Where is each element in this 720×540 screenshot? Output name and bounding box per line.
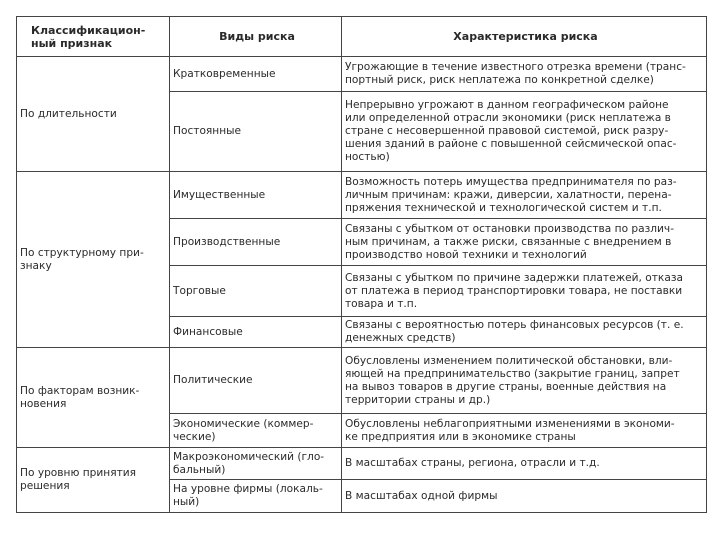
risk-description: В масштабах одной фирмы xyxy=(342,480,707,513)
risk-description: Непрерывно угрожают в данном географическом районе или определенной отрасли экономики (риск неплатежа в стране с несовершенной правовой системой, риск разру- шения зданий в районе с повышенной сейсмической опас- ностью) xyxy=(342,92,707,172)
risk-description: Угрожающие в течение известного отрезка времени (транс- портный риск, риск неплатежа по конкретной сделке) xyxy=(342,57,707,92)
risk-type: Торговые xyxy=(170,266,342,317)
risk-type: На уровне фирмы (локаль- ный) xyxy=(170,480,342,513)
header-feature: Классификацион- ный признак xyxy=(17,17,170,57)
table-row xyxy=(17,57,707,92)
header-characteristic: Характеристика риска xyxy=(342,17,707,57)
table-row xyxy=(17,348,707,414)
table-row xyxy=(17,448,707,480)
risk-description: В масштабах страны, региона, отрасли и т.д. xyxy=(342,448,707,480)
risk-classification-table xyxy=(16,16,707,513)
risk-type: Кратковременные xyxy=(170,57,342,92)
category-decision-level: По уровню принятия решения xyxy=(17,448,170,513)
risk-description: Связаны с убытком по причине задержки платежей, отказа от платежа в период транспортировки товара, не поставки товара и т.п. xyxy=(342,266,707,317)
risk-type: Финансовые xyxy=(170,317,342,348)
risk-type: Политические xyxy=(170,348,342,414)
risk-description: Обусловлены изменением политической обстановки, вли- яющей на предпринимательство (закрытие границ, запрет на вывоз товаров в другие страны, военные действия на территории страны и др.) xyxy=(342,348,707,414)
table-row xyxy=(17,172,707,219)
risk-type: Имущественные xyxy=(170,172,342,219)
header-row xyxy=(17,17,707,57)
category-duration: По длительности xyxy=(17,57,170,172)
risk-description: Обусловлены неблагоприятными изменениями в экономи- ке предприятия или в экономике страны xyxy=(342,414,707,448)
header-types: Виды риска xyxy=(170,17,342,57)
risk-type: Производственные xyxy=(170,219,342,266)
risk-description: Связаны с вероятностью потерь финансовых ресурсов (т. е. денежных средств) xyxy=(342,317,707,348)
risk-type: Постоянные xyxy=(170,92,342,172)
risk-description: Возможность потерь имущества предпринимателя по раз- личным причинам: кражи, диверсии, халатности, перена- пряжения технической и технологической систем и т.п. xyxy=(342,172,707,219)
risk-type: Экономические (коммер- ческие) xyxy=(170,414,342,448)
category-structural: По структурному при- знаку xyxy=(17,172,170,348)
risk-description: Связаны с убытком от остановки производства по различ- ным причинам, а также риски, связанные с внедрением в производство новой техники и технологий xyxy=(342,219,707,266)
risk-type: Макроэкономический (гло- бальный) xyxy=(170,448,342,480)
category-factors: По факторам возник- новения xyxy=(17,348,170,448)
